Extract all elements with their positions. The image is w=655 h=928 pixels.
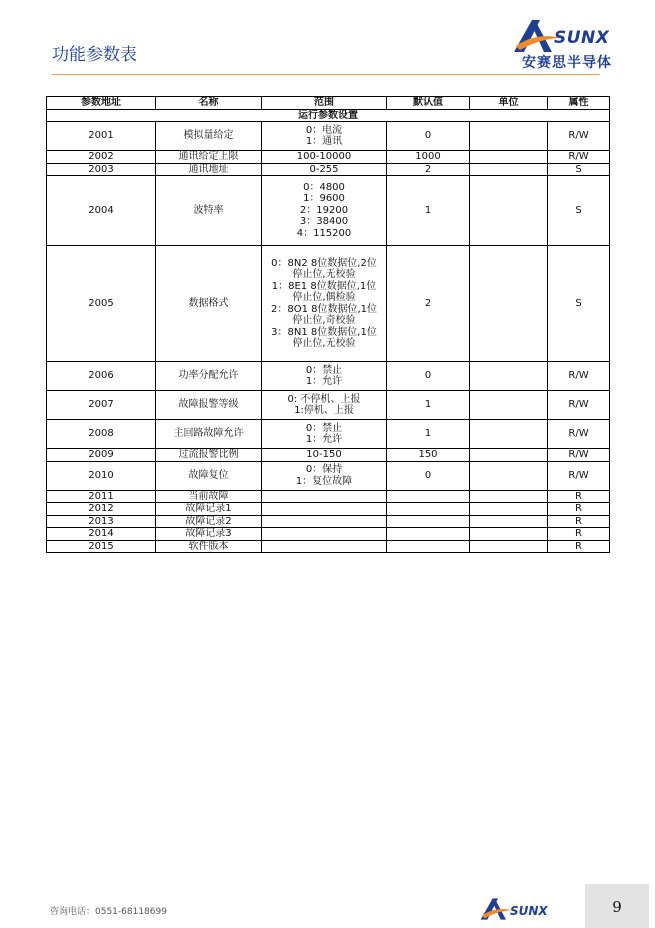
param-default: 0 <box>387 362 470 391</box>
range-line: 2：19200 <box>299 204 349 216</box>
param-attribute: R <box>548 515 610 528</box>
page-number-box <box>585 884 649 928</box>
range-line: 0：禁止 <box>305 422 343 434</box>
param-unit <box>470 151 548 164</box>
param-default: 1 <box>387 420 470 449</box>
param-range <box>262 122 387 151</box>
param-range <box>262 515 387 528</box>
header-range: 范围 <box>262 97 387 110</box>
param-attribute: S <box>548 246 610 362</box>
range-line: 0-255 <box>309 163 339 175</box>
param-attribute: R/W <box>548 151 610 164</box>
range-line: 1：8E1 8位数据位,1位 <box>271 280 377 292</box>
param-default <box>387 490 470 503</box>
param-range <box>262 528 387 541</box>
param-unit <box>470 246 548 362</box>
param-range <box>262 362 387 391</box>
param-range <box>262 503 387 516</box>
param-attribute: R <box>548 540 610 553</box>
range-line: 1：通讯 <box>305 136 343 147</box>
param-address: 2013 <box>47 515 156 528</box>
param-unit <box>470 420 548 449</box>
param-default: 1 <box>387 176 470 246</box>
param-unit <box>470 528 548 541</box>
param-unit <box>470 503 548 516</box>
param-name: 过流报警比例 <box>156 449 262 462</box>
param-attribute: R/W <box>548 391 610 420</box>
range-line: 停止位,无校验 <box>292 269 356 280</box>
param-unit <box>470 490 548 503</box>
range-line: 0：禁止 <box>305 364 343 376</box>
param-address: 2012 <box>47 503 156 516</box>
range-line: 3：38400 <box>299 216 349 228</box>
param-unit <box>470 391 548 420</box>
param-range <box>262 540 387 553</box>
param-unit <box>470 122 548 151</box>
param-name: 波特率 <box>156 176 262 246</box>
range-line: 0：8N2 8位数据位,2位 <box>271 257 377 269</box>
param-address: 2005 <box>47 246 156 362</box>
param-address: 2015 <box>47 540 156 553</box>
param-unit <box>470 362 548 391</box>
param-range <box>262 449 387 462</box>
table-row <box>47 540 610 553</box>
param-range <box>262 391 387 420</box>
param-name: 故障记录2 <box>156 515 262 528</box>
param-attribute: R <box>548 490 610 503</box>
range-line: 1：允许 <box>305 434 343 445</box>
param-address: 2001 <box>47 122 156 151</box>
table-row <box>47 503 610 516</box>
range-line: 0：电流 <box>305 124 343 136</box>
param-unit <box>470 515 548 528</box>
param-address: 2011 <box>47 490 156 503</box>
param-address: 2008 <box>47 420 156 449</box>
company-logo <box>510 14 630 74</box>
footer-phone: 咨询电话：0551-68118699 <box>50 907 167 917</box>
range-line: 1：9600 <box>303 193 345 205</box>
table-row <box>47 246 610 362</box>
range-line: 2：8O1 8位数据位,1位 <box>270 303 378 315</box>
table-row <box>47 391 610 420</box>
param-range <box>262 420 387 449</box>
param-default <box>387 528 470 541</box>
param-default <box>387 503 470 516</box>
range-line: 0: 不停机、上报 <box>287 393 361 405</box>
range-line: 3：8N1 8位数据位,1位 <box>271 326 377 338</box>
param-address: 2007 <box>47 391 156 420</box>
logo-chinese-name: 安赛思半导体 <box>522 55 612 71</box>
range-line: 4：115200 <box>296 227 352 239</box>
range-line: 停止位,偶检验 <box>292 292 356 303</box>
table-row <box>47 490 610 503</box>
header-addr: 参数地址 <box>47 97 156 110</box>
header-unit: 单位 <box>470 97 548 110</box>
param-unit <box>470 163 548 176</box>
table-row <box>47 151 610 164</box>
param-default: 0 <box>387 122 470 151</box>
param-range <box>262 461 387 490</box>
param-attribute: R/W <box>548 420 610 449</box>
param-address: 2002 <box>47 151 156 164</box>
param-range <box>262 246 387 362</box>
table-row <box>47 461 610 490</box>
table-row <box>47 122 610 151</box>
param-name: 功率分配允许 <box>156 362 262 391</box>
range-line: 1:停机、上报 <box>294 405 354 416</box>
parameter-table <box>46 96 610 553</box>
table-row <box>47 528 610 541</box>
param-name: 数据格式 <box>156 246 262 362</box>
footer-logo-wordmark: SUNX <box>510 904 548 918</box>
header-name: 名称 <box>156 97 262 110</box>
param-address: 2010 <box>47 461 156 490</box>
page-number: 9 <box>612 898 622 916</box>
range-line: 0：4800 <box>303 181 345 193</box>
table-row <box>47 449 610 462</box>
param-address: 2004 <box>47 176 156 246</box>
param-default: 2 <box>387 246 470 362</box>
range-line: 100-10000 <box>296 151 352 162</box>
range-line: 10-150 <box>306 449 342 460</box>
param-unit <box>470 540 548 553</box>
param-address: 2003 <box>47 163 156 176</box>
param-name: 模拟量给定 <box>156 122 262 151</box>
param-name: 通讯地址 <box>156 163 262 176</box>
param-name: 故障记录3 <box>156 528 262 541</box>
range-line: 停止位,无校验 <box>292 338 356 349</box>
param-unit <box>470 461 548 490</box>
param-range <box>262 163 387 176</box>
param-unit <box>470 449 548 462</box>
table-row <box>47 362 610 391</box>
param-unit <box>470 176 548 246</box>
header-attr: 属性 <box>548 97 610 110</box>
param-attribute: R/W <box>548 449 610 462</box>
section-title: 运行参数设置 <box>47 109 610 122</box>
param-range <box>262 176 387 246</box>
table-row <box>47 515 610 528</box>
param-address: 2009 <box>47 449 156 462</box>
param-name: 故障记录1 <box>156 503 262 516</box>
param-name: 故障报警等级 <box>156 391 262 420</box>
param-name: 故障复位 <box>156 461 262 490</box>
param-range <box>262 490 387 503</box>
param-name: 软件版本 <box>156 540 262 553</box>
param-attribute: S <box>548 176 610 246</box>
param-default <box>387 540 470 553</box>
param-attribute: R <box>548 503 610 516</box>
section-row <box>47 109 610 122</box>
table-row <box>47 420 610 449</box>
param-default: 0 <box>387 461 470 490</box>
param-default: 1000 <box>387 151 470 164</box>
title-divider <box>52 74 600 75</box>
logo-wordmark: SUNX <box>554 28 610 48</box>
range-line: 0：保持 <box>305 464 343 475</box>
param-range <box>262 151 387 164</box>
param-name: 主回路故障允许 <box>156 420 262 449</box>
param-default: 1 <box>387 391 470 420</box>
param-attribute: R/W <box>548 122 610 151</box>
param-name: 当前故障 <box>156 490 262 503</box>
table-row <box>47 163 610 176</box>
range-line: 1：允许 <box>305 376 343 387</box>
param-default: 2 <box>387 163 470 176</box>
page-title: 功能参数表 <box>52 45 137 65</box>
param-address: 2014 <box>47 528 156 541</box>
param-attribute: R/W <box>548 362 610 391</box>
range-line: 1：复位故障 <box>295 475 353 487</box>
table-header-row <box>47 97 610 110</box>
header-default: 默认值 <box>387 97 470 110</box>
param-name: 通讯给定上限 <box>156 151 262 164</box>
param-default: 150 <box>387 449 470 462</box>
param-attribute: R <box>548 528 610 541</box>
param-attribute: R/W <box>548 461 610 490</box>
range-line: 停止位,奇校验 <box>292 315 356 326</box>
param-default <box>387 515 470 528</box>
table-row <box>47 176 610 246</box>
param-address: 2006 <box>47 362 156 391</box>
footer-logo <box>478 888 568 928</box>
param-attribute: S <box>548 163 610 176</box>
